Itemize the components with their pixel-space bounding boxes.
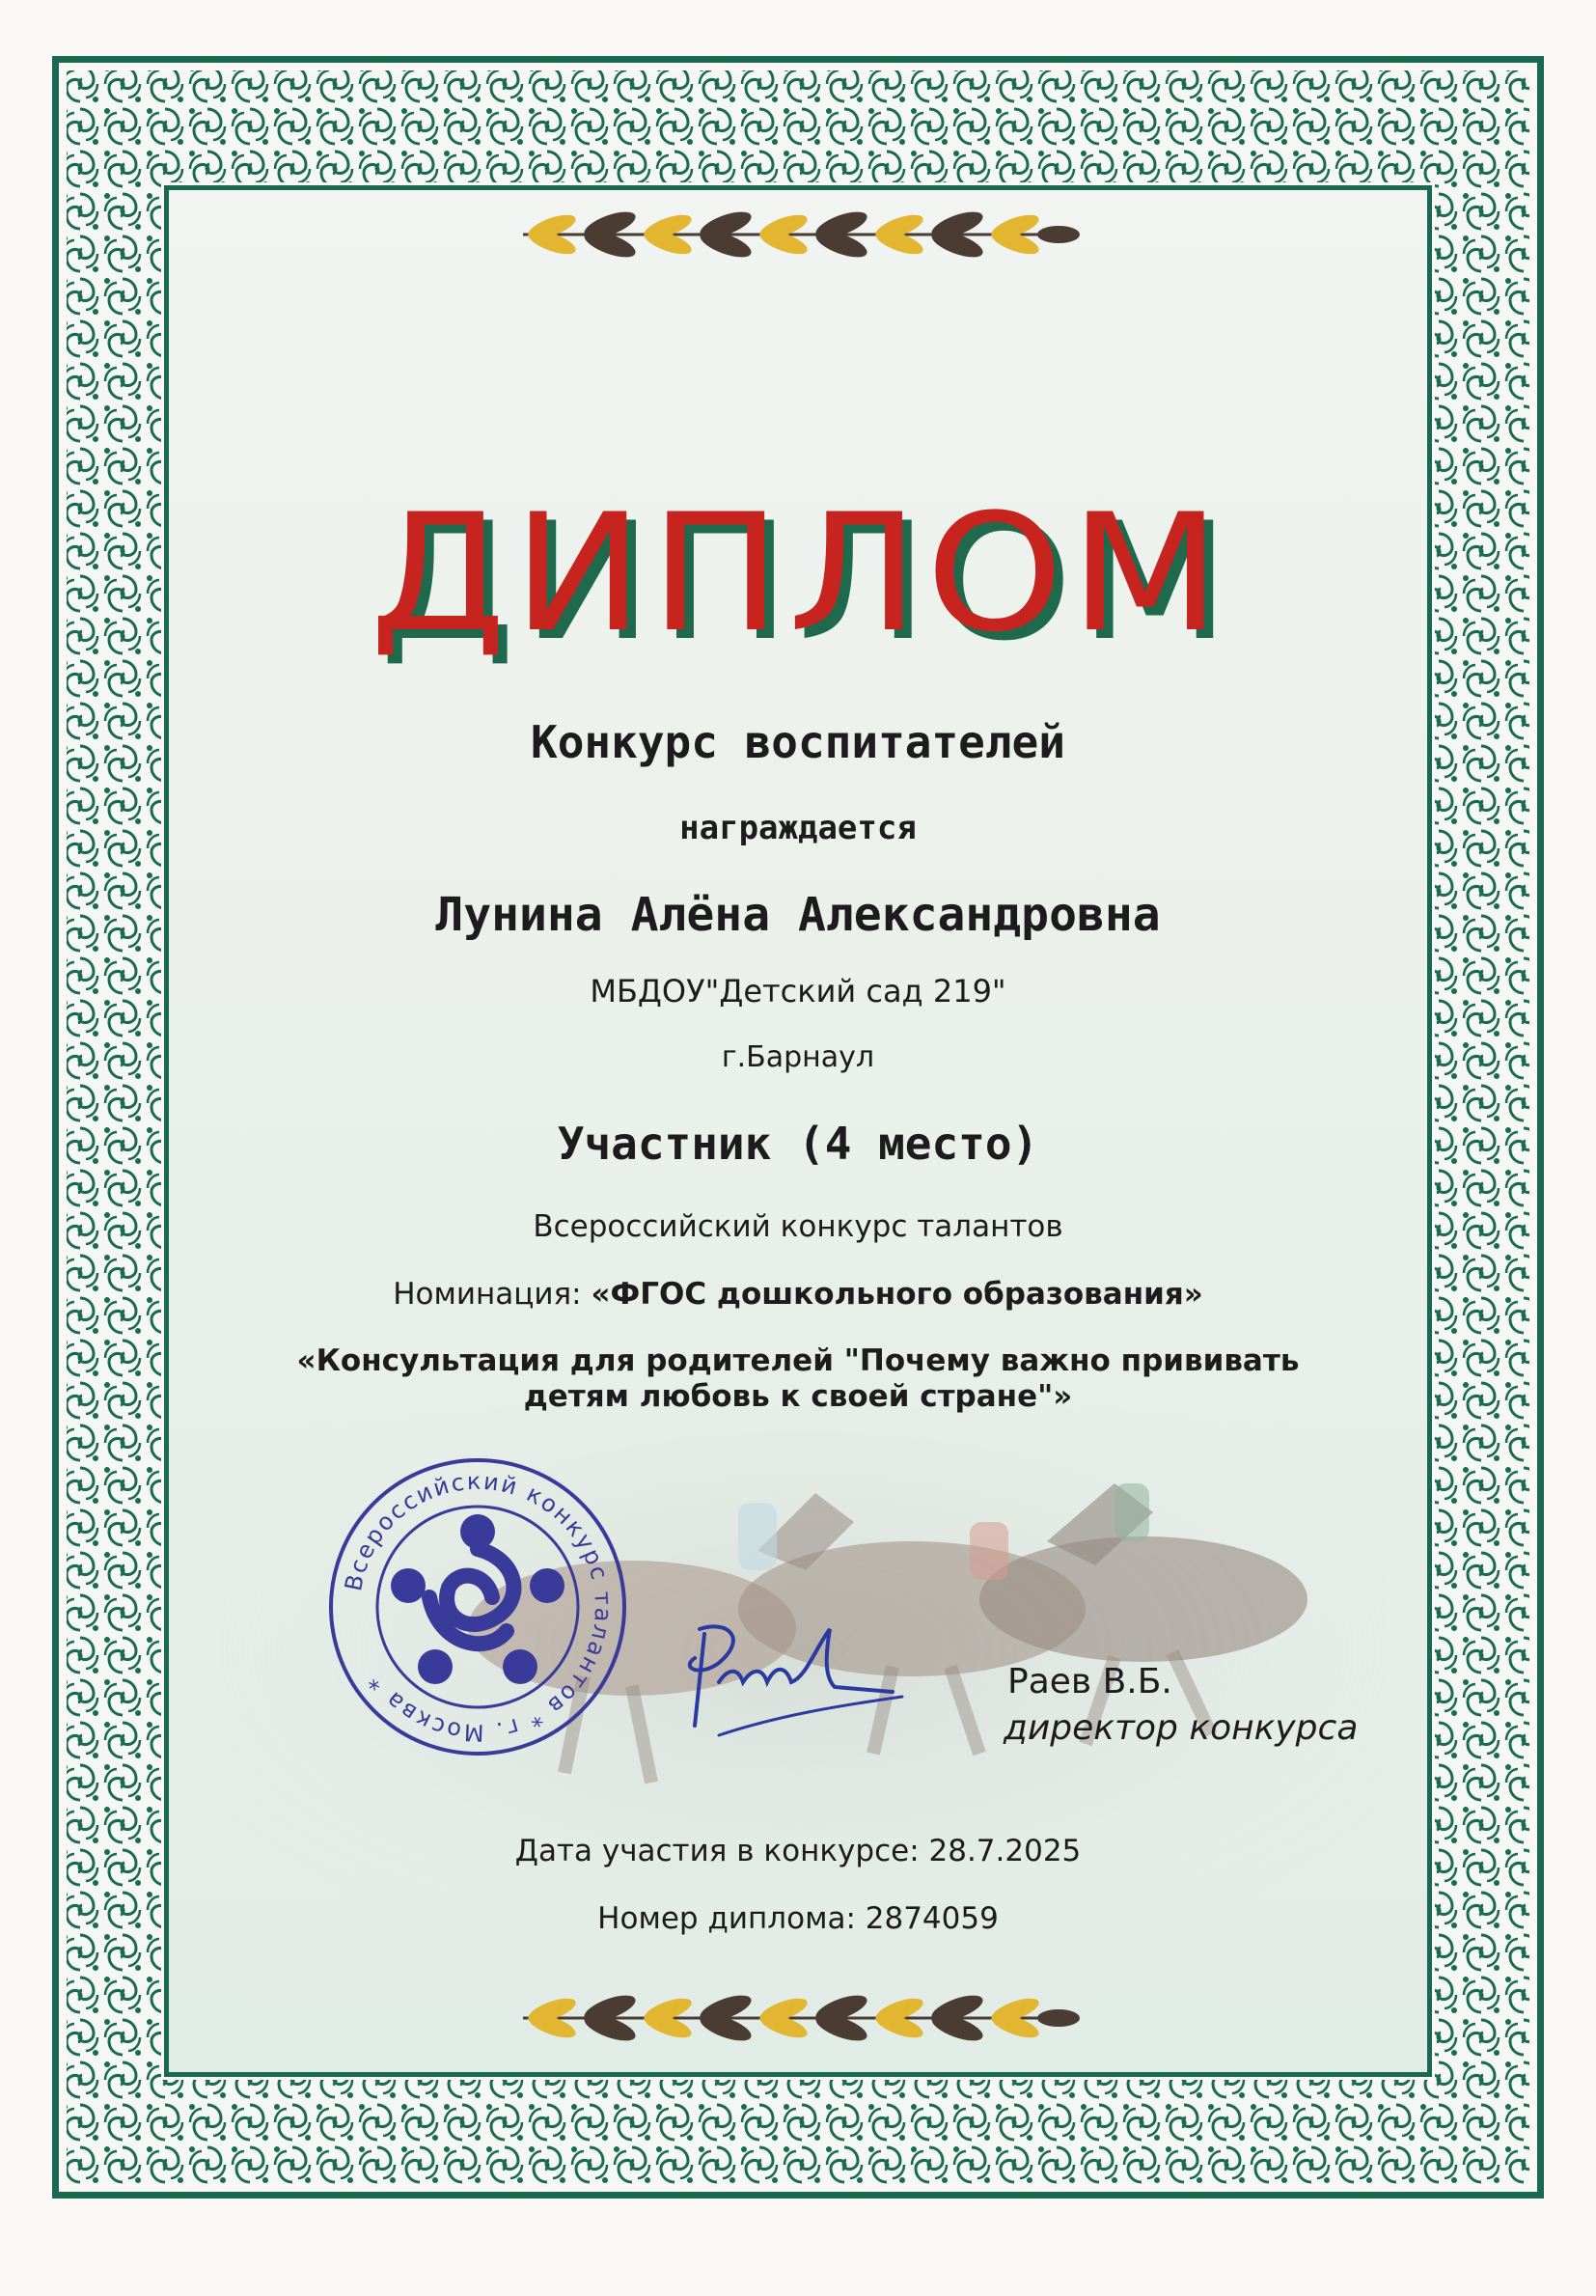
diploma-number: Номер диплома: 2874059: [597, 1901, 999, 1936]
director-title: директор конкурса: [1004, 1708, 1359, 1748]
participation-date: Дата участия в конкурсе: 28.7.2025: [514, 1834, 1082, 1868]
nomination-label: Номинация:: [393, 1277, 582, 1312]
awarded-label: награждается: [679, 809, 917, 847]
work-title-line-2: детям любовь к своей стране"»: [523, 1379, 1073, 1415]
work-title: [0, 1343, 1596, 1415]
title-wrap: [0, 479, 1596, 668]
diploma-title: ДИПЛОМ: [369, 479, 1227, 668]
work-title-line-1: «Консультация для родителей "Почему важно прививать: [296, 1343, 1300, 1378]
director-signature: [661, 1610, 922, 1745]
competition-seal: [323, 1452, 632, 1761]
recipient-name: Лунина Алёна Александровна: [435, 888, 1161, 942]
city: г.Барнаул: [721, 1040, 875, 1074]
place-label: Участник (4 место): [557, 1118, 1039, 1170]
svg-text:Всероссийский конкурс талантов: Всероссийский конкурс талантов * г. Москва *: [340, 1467, 618, 1747]
director-name: Раев В.Б.: [1007, 1662, 1172, 1701]
laurel-branch-bottom: [513, 1991, 1083, 2045]
laurel-branch-top: [513, 207, 1083, 262]
nomination: [0, 1277, 1596, 1312]
contest-name: Всероссийский конкурс талантов: [533, 1209, 1063, 1244]
organization: МБДОУ"Детский сад 219": [590, 973, 1006, 1010]
nomination-value: «ФГОС дошкольного образования»: [591, 1277, 1203, 1312]
competition-name: Конкурс воспитателей: [531, 716, 1065, 768]
